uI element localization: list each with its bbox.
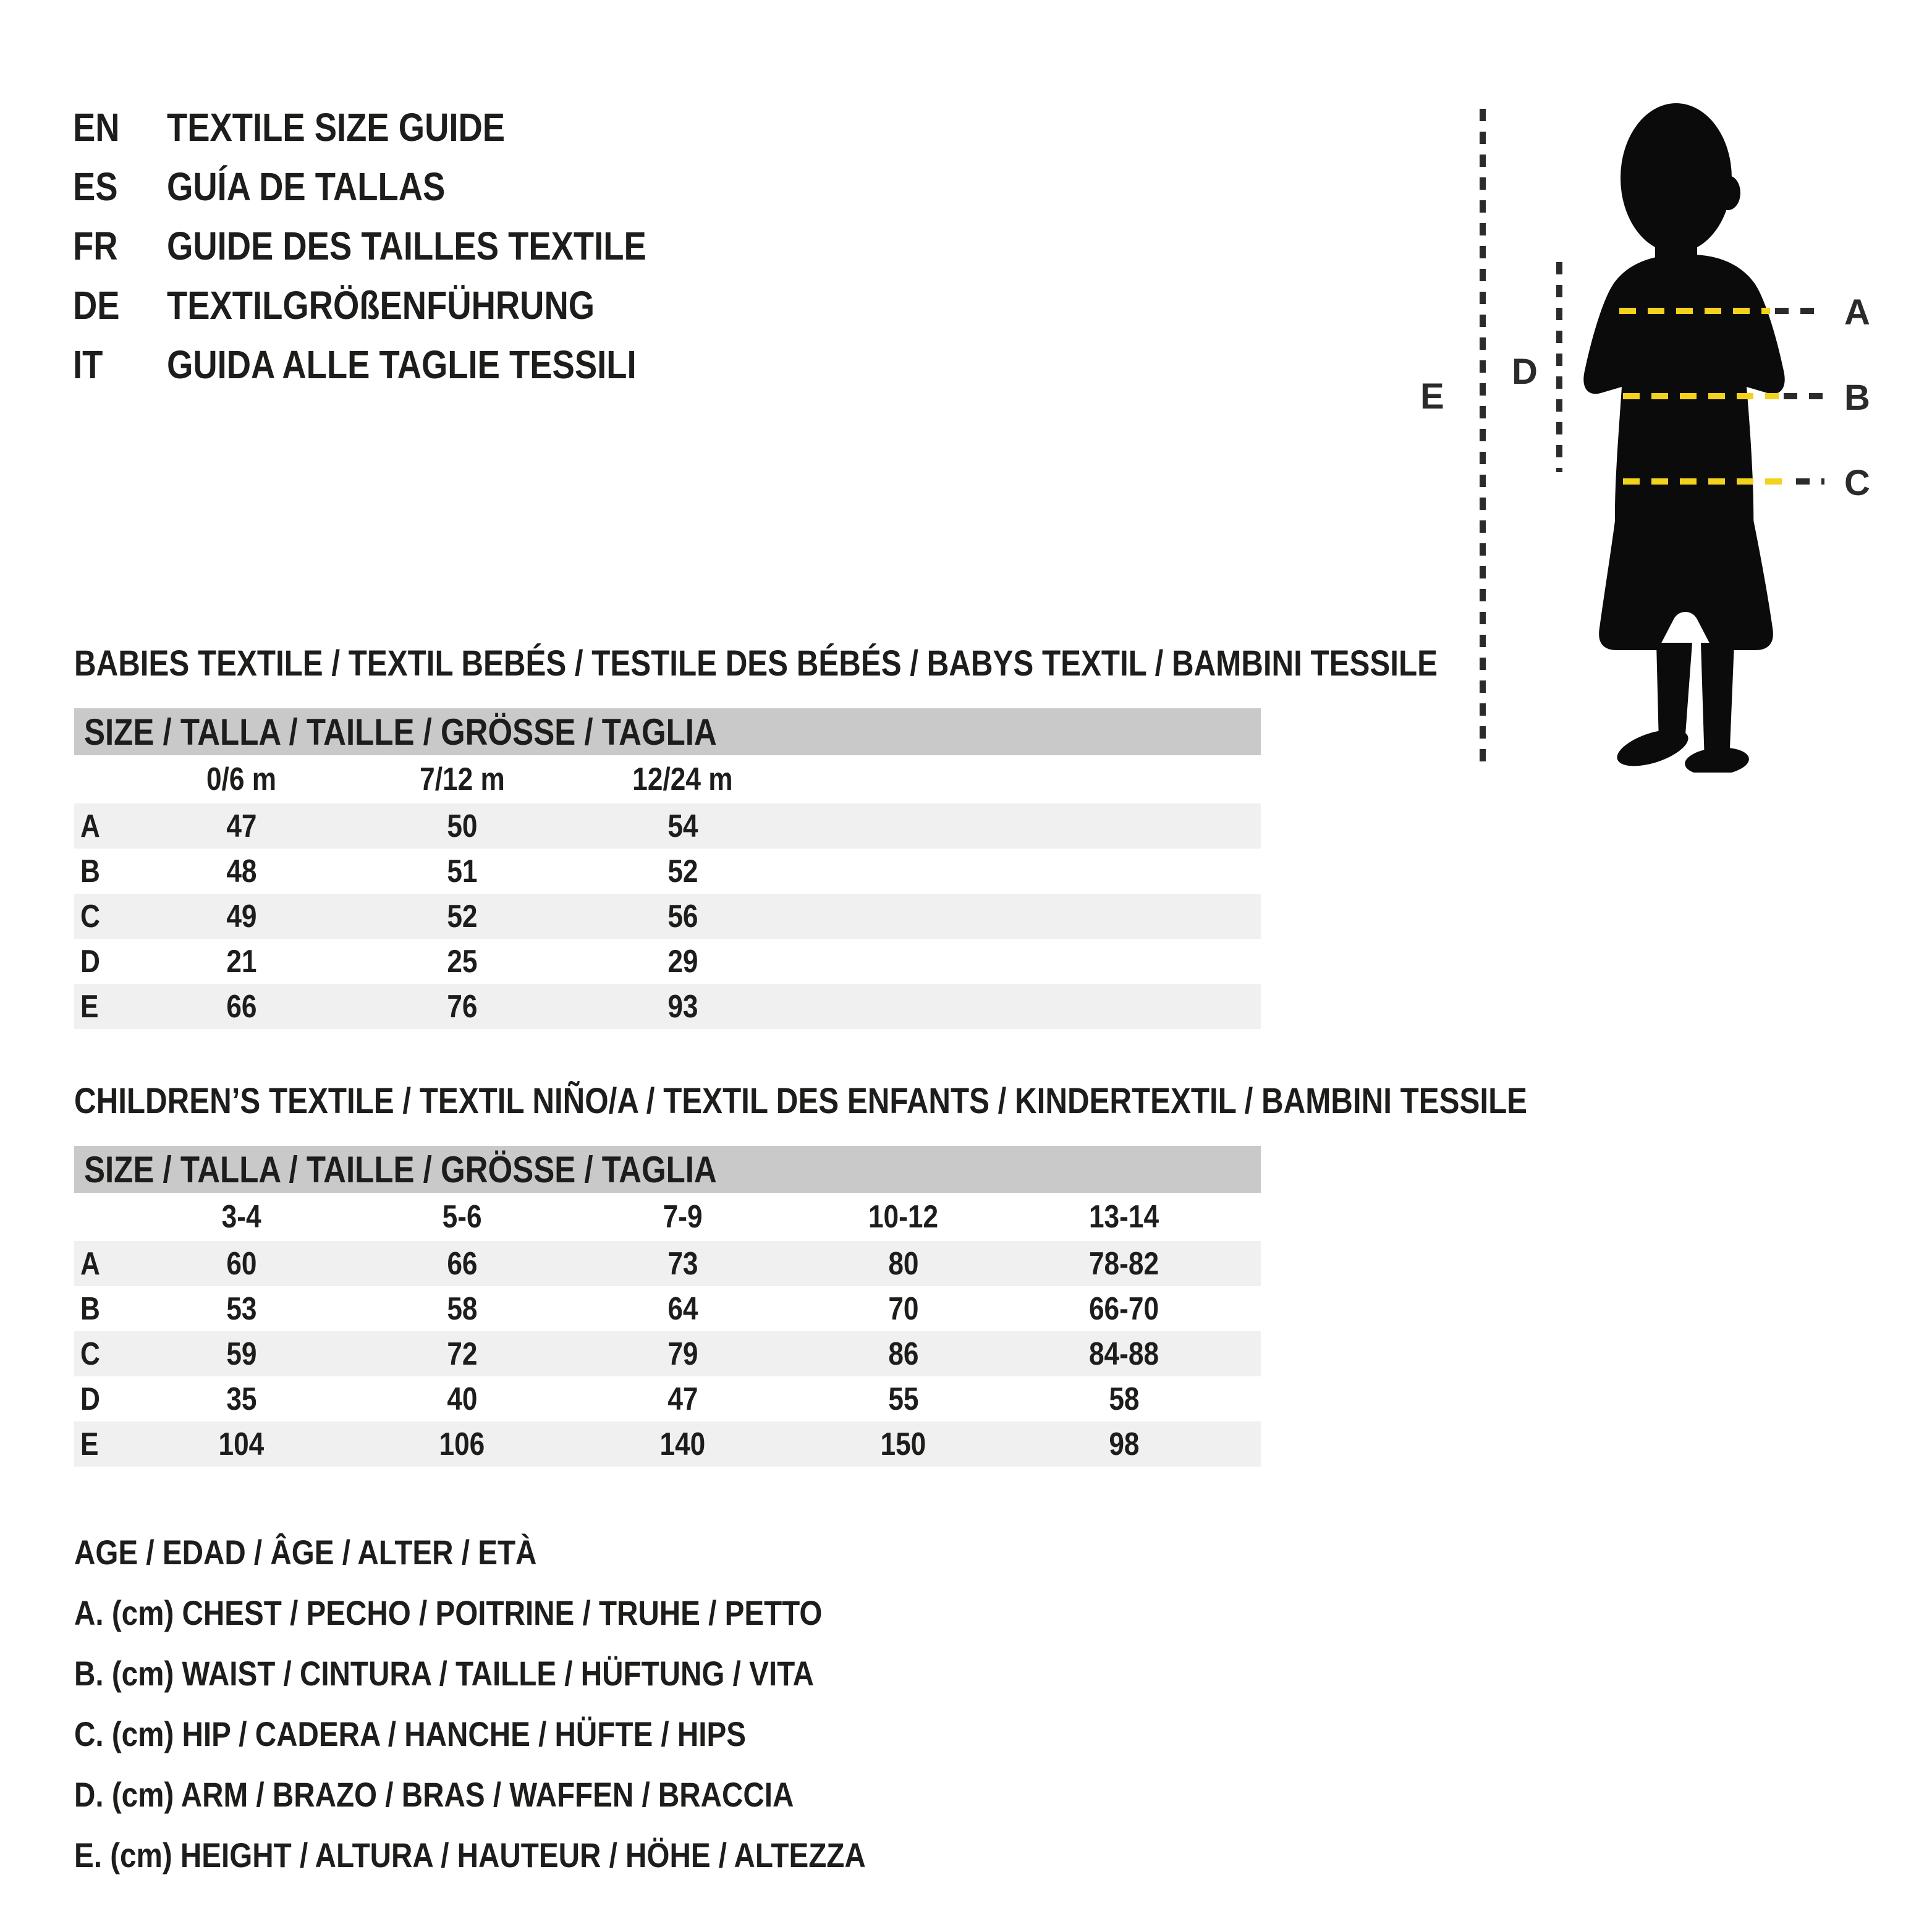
children-section-title: CHILDREN’S TEXTILE / TEXTIL NIÑO/A / TEXTIL DES ENFANTS / KINDERTEXTIL / BAMBINI TESSILE: [74, 1081, 1528, 1121]
children-row-e: [74, 1421, 1261, 1467]
row-label: D: [80, 943, 100, 980]
row-label: A: [80, 808, 100, 844]
babies-column-header: 7/12 m: [419, 761, 505, 797]
silhouette-ear: [1716, 176, 1740, 210]
children-size-table: [74, 1146, 1261, 1467]
size-value: 25: [446, 943, 478, 980]
language-code: IT: [73, 342, 103, 387]
row-label: A: [80, 1245, 100, 1282]
measure-label-e: E: [1420, 376, 1444, 417]
language-row-it: [73, 335, 731, 394]
size-value: 72: [446, 1336, 478, 1372]
measurement-legend: [74, 1522, 1006, 1885]
children-column-header-row: [74, 1193, 1261, 1241]
babies-row-b: [74, 849, 1261, 894]
size-value: 66: [226, 988, 257, 1025]
size-value: 140: [659, 1426, 706, 1462]
row-label: C: [80, 1336, 100, 1372]
legend-line-height: E. (cm) HEIGHT / ALTURA / HAUTEUR / HÖHE / ALTEZZA: [74, 1835, 866, 1875]
legend-line-arm: D. (cm) ARM / BRAZO / BRAS / WAFFEN / BRACCIA: [74, 1774, 794, 1814]
hip-measure-line-yellow: [1623, 478, 1791, 485]
size-value: 60: [226, 1245, 257, 1282]
children-column-header: 10-12: [868, 1199, 939, 1235]
language-title: GUIDE DES TAILLES TEXTILE: [167, 224, 646, 268]
children-column-header: 5-6: [442, 1199, 482, 1235]
size-value: 70: [888, 1290, 919, 1327]
measure-label-a: A: [1844, 292, 1870, 333]
babies-row-d: [74, 939, 1261, 984]
children-row-b: [74, 1286, 1261, 1331]
size-value: 73: [667, 1245, 698, 1282]
babies-size-header-bar: [74, 708, 1261, 755]
babies-row-e: [74, 984, 1261, 1029]
children-row-a: [74, 1241, 1261, 1286]
hip-measure-line-dark: [1796, 478, 1824, 485]
legend-line-waist: B. (cm) WAIST / CINTURA / TAILLE / HÜFTUNG / VITA: [74, 1653, 814, 1693]
silhouette-shorts: [1599, 517, 1773, 650]
size-value: 52: [446, 898, 478, 934]
row-label: B: [80, 1290, 100, 1327]
language-title: TEXTILE SIZE GUIDE: [167, 105, 506, 150]
language-code: ES: [73, 164, 118, 209]
legend-line-hip: C. (cm) HIP / CADERA / HANCHE / HÜFTE / HIPS: [74, 1714, 746, 1753]
legend-line-chest: A. (cm) CHEST / PECHO / POITRINE / TRUHE / PETTO: [74, 1593, 823, 1632]
size-value: 54: [667, 808, 698, 844]
children-column-header: 7-9: [663, 1199, 703, 1235]
children-row-c: [74, 1331, 1261, 1376]
babies-column-header: 0/6 m: [206, 761, 277, 797]
language-code: FR: [73, 224, 118, 268]
measure-label-d: D: [1512, 352, 1538, 392]
size-value: 76: [446, 988, 478, 1025]
measure-label-b: B: [1844, 378, 1870, 418]
babies-row-a: [74, 803, 1261, 849]
children-column-header: 3-4: [221, 1199, 261, 1235]
size-value: 47: [226, 808, 257, 844]
size-value: 47: [667, 1381, 698, 1417]
size-header-label: SIZE / TALLA / TAILLE / GRÖSSE / TAGLIA: [84, 711, 717, 753]
size-value: 86: [888, 1336, 919, 1372]
size-value: 78-82: [1088, 1245, 1159, 1282]
language-title: TEXTILGRÖßENFÜHRUNG: [167, 283, 595, 328]
size-value: 35: [226, 1381, 257, 1417]
size-value: 84-88: [1088, 1336, 1159, 1372]
arm-measure-dotted-line-d: [1556, 262, 1562, 472]
size-header-label: SIZE / TALLA / TAILLE / GRÖSSE / TAGLIA: [84, 1148, 717, 1190]
size-value: 98: [1108, 1426, 1140, 1462]
babies-row-c: [74, 894, 1261, 939]
babies-size-table: [74, 708, 1261, 1029]
size-value: 66-70: [1088, 1290, 1159, 1327]
silhouette-right-leg: [1701, 643, 1734, 763]
silhouette-head: [1621, 103, 1732, 253]
size-value: 106: [439, 1426, 485, 1462]
language-row-en: [73, 98, 731, 157]
chest-measure-line-yellow: [1619, 308, 1770, 314]
size-value: 59: [226, 1336, 257, 1372]
size-value: 21: [226, 943, 257, 980]
size-value: 52: [667, 853, 698, 889]
size-value: 40: [446, 1381, 478, 1417]
language-title: GUIDA ALLE TAGLIE TESSILI: [167, 342, 637, 387]
row-label: E: [80, 988, 99, 1025]
size-value: 150: [880, 1426, 926, 1462]
babies-column-header: 12/24 m: [632, 761, 733, 797]
size-value: 58: [446, 1290, 478, 1327]
size-value: 55: [888, 1381, 919, 1417]
row-label: C: [80, 898, 100, 934]
size-value: 29: [667, 943, 698, 980]
size-value: 50: [446, 808, 478, 844]
measure-label-c: C: [1844, 463, 1870, 503]
babies-column-header-row: [74, 755, 1261, 803]
row-label: E: [80, 1426, 99, 1462]
children-size-header-bar: [74, 1146, 1261, 1193]
language-code: DE: [73, 283, 120, 328]
language-title: GUÍA DE TALLAS: [167, 164, 446, 209]
size-value: 104: [218, 1426, 265, 1462]
children-row-d: [74, 1376, 1261, 1421]
children-column-header: 13-14: [1088, 1199, 1159, 1235]
size-value: 49: [226, 898, 257, 934]
size-value: 53: [226, 1290, 257, 1327]
size-value: 48: [226, 853, 257, 889]
size-value: 66: [446, 1245, 478, 1282]
size-value: 93: [667, 988, 698, 1025]
size-value: 58: [1108, 1381, 1140, 1417]
language-row-de: [73, 276, 731, 335]
size-value: 79: [667, 1336, 698, 1372]
size-value: 56: [667, 898, 698, 934]
row-label: D: [80, 1381, 100, 1417]
legend-line-age: AGE / EDAD / ÂGE / ALTER / ETÀ: [74, 1532, 537, 1572]
size-value: 80: [888, 1245, 919, 1282]
size-value: 64: [667, 1290, 698, 1327]
chest-measure-line-dark: [1775, 308, 1824, 314]
silhouette-right-shoe: [1684, 745, 1750, 773]
language-row-es: [73, 157, 731, 216]
waist-measure-line-dark: [1784, 393, 1824, 399]
row-label: B: [80, 853, 100, 889]
babies-section-title: BABIES TEXTILE / TEXTIL BEBÉS / TESTILE DES BÉBÉS / BABYS TEXTIL / BAMBINI TESSILE: [74, 643, 1438, 684]
waist-measure-line-yellow: [1623, 393, 1779, 399]
language-code: EN: [73, 105, 120, 150]
language-row-fr: [73, 216, 731, 276]
language-title-block: [73, 98, 731, 394]
size-value: 51: [446, 853, 478, 889]
